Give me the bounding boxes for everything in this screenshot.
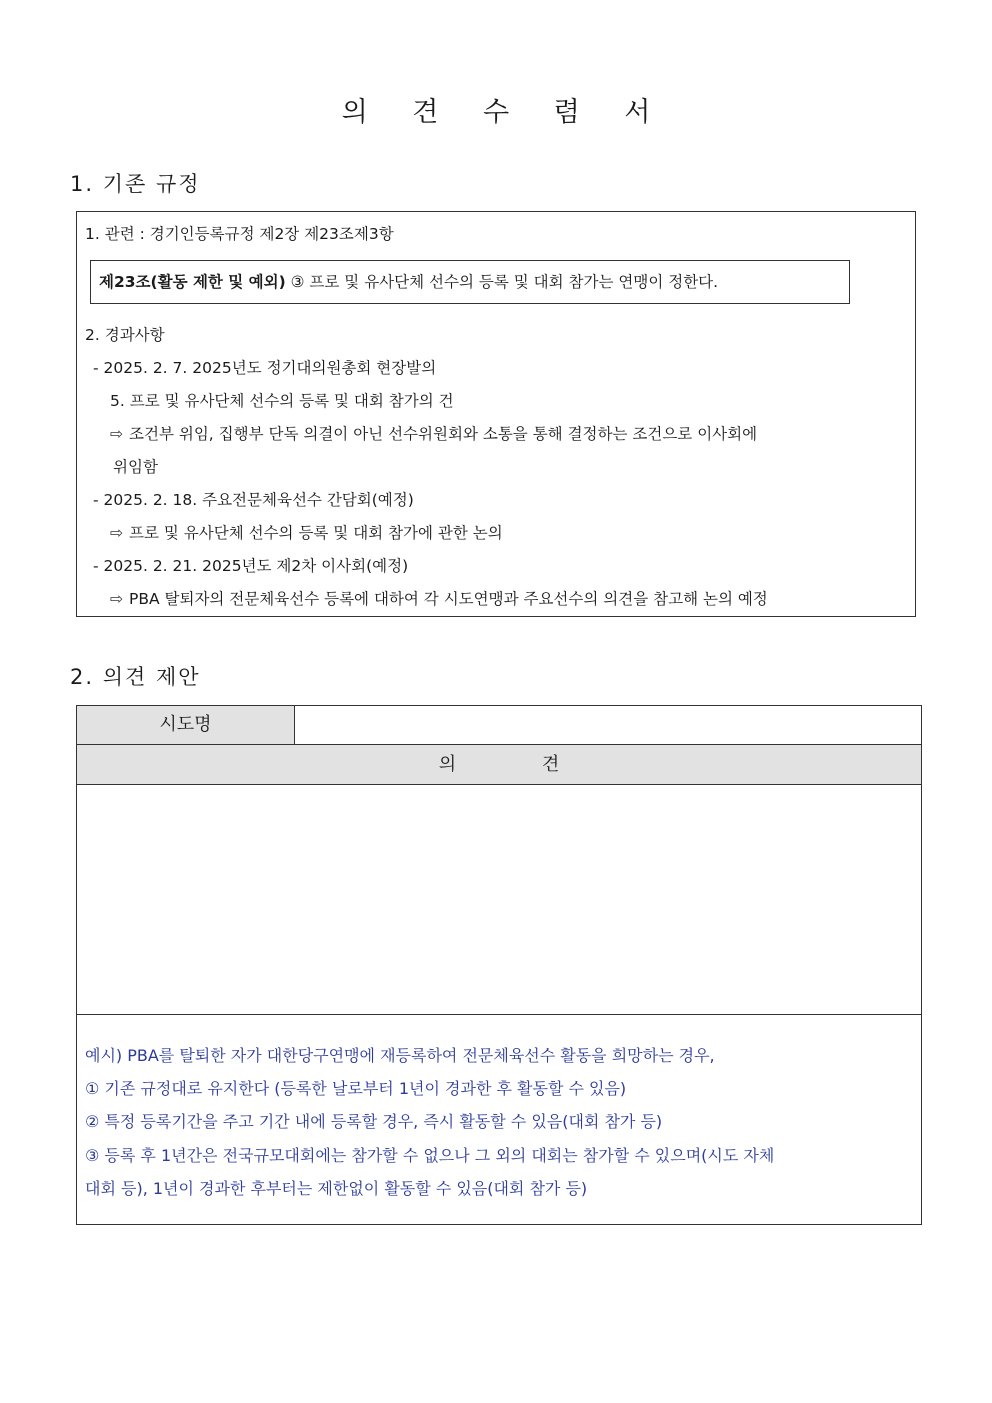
document-title: 의 견 수 렴 서 (341, 97, 669, 128)
example-option-2: ② 특정 등록기간을 주고 기간 내에 등록할 경우, 즉시 활동할 수 있음(대회 참가 등) (85, 1112, 663, 1131)
history-item-3: - 2025. 2. 21. 2025년도 제2차 이사회(예정) (93, 557, 409, 575)
history-item-3-result-text: PBA 탈퇴자의 전문체육선수 등록에 대하여 각 시도연맹과 주요선수의 의견을 참고해 논의 예정 (129, 590, 768, 608)
rule-article-text: ③ 프로 및 유사단체 선수의 등록 및 대회 참가는 연맹이 정한다. (285, 273, 719, 291)
history-item-1-sub: 5. 프로 및 유사단체 선수의 등록 및 대회 참가의 건 (110, 392, 454, 410)
history-item-2-result (110, 521, 503, 543)
arrow-icon: ⇨ (110, 425, 123, 443)
rule-article-box (90, 260, 850, 304)
history-item-1: - 2025. 2. 7. 2025년도 정기대의원총회 현장발의 (93, 359, 437, 377)
rule-article-title: 제23조(활동 제한 및 예외) (99, 273, 286, 291)
example-intro: 예시) PBA를 탈퇴한 자가 대한당구연맹에 재등록하여 전문체육선수 활동을 희망하는 경우, (85, 1046, 715, 1065)
arrow-icon: ⇨ (110, 590, 123, 608)
example-option-1: ① 기존 규정대로 유지한다 (등록한 날로부터 1년이 경과한 후 활동할 수 있음) (85, 1079, 627, 1098)
relation-line: 1. 관련 : 경기인등록규정 제2장 제23조제3항 (85, 225, 394, 243)
city-input-cell[interactable] (295, 706, 921, 745)
history-item-1-result-text: 조건부 위임, 집행부 단독 의결이 아닌 선수위원회와 소통을 통해 결정하는 조건으로 이사회에 (129, 425, 758, 443)
opinion-form-table (76, 705, 922, 1225)
history-label: 2. 경과사항 (85, 326, 165, 344)
example-area (77, 1015, 921, 1224)
history-item-2-result-text: 프로 및 유사단체 선수의 등록 및 대회 참가에 관한 논의 (129, 524, 503, 542)
opinion-input-area[interactable] (77, 785, 921, 1015)
city-label: 시도명 (77, 706, 295, 745)
history-item-3-result (110, 587, 768, 609)
section1-heading: 1. 기존 규정 (70, 172, 201, 196)
history-item-1-result (110, 422, 757, 444)
section2-heading: 2. 의견 제안 (70, 665, 201, 689)
arrow-icon: ⇨ (110, 524, 123, 542)
opinion-header: 의 견 (77, 745, 921, 785)
existing-rules-box (76, 211, 916, 617)
history-item-1-result-cont: 위임함 (113, 458, 158, 476)
example-option-3: ③ 등록 후 1년간은 전국규모대회에는 참가할 수 없으나 그 외의 대회는 참가할 수 있으며(시도 자체 (85, 1146, 775, 1165)
history-item-2: - 2025. 2. 18. 주요전문체육선수 간담회(예정) (93, 491, 414, 509)
example-option-3-cont: 대회 등), 1년이 경과한 후부터는 제한없이 활동할 수 있음(대회 참가 등) (85, 1179, 588, 1198)
